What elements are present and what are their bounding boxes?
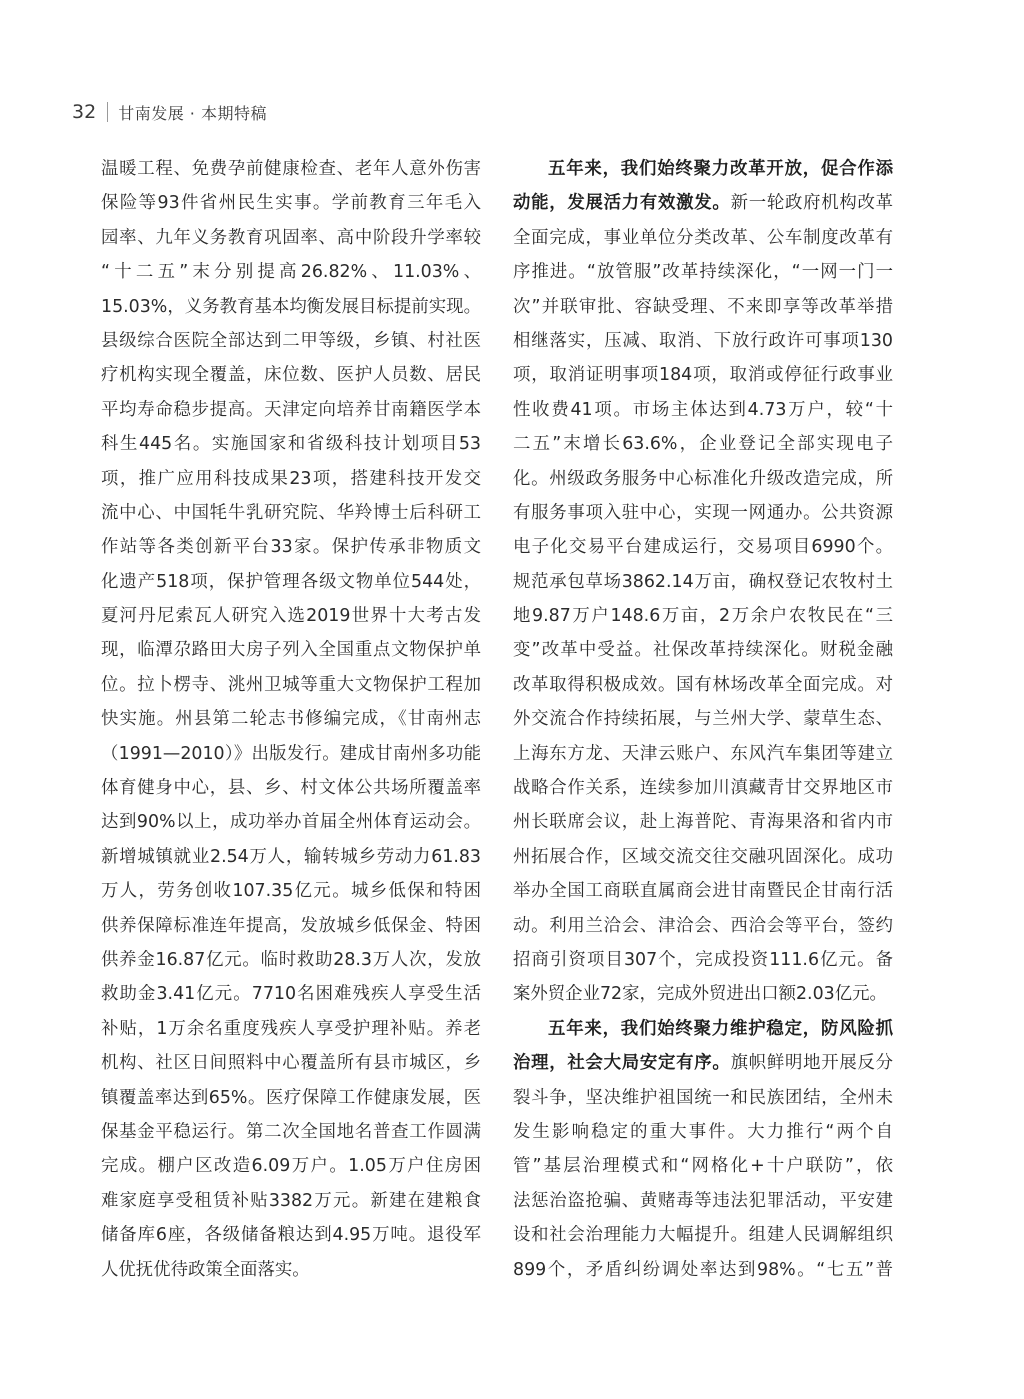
text-line bbox=[101, 1253, 481, 1287]
line-text: 15.03%，义务教育基本均衡发展目标提前实现。 bbox=[101, 296, 481, 317]
line-text: 州拓展合作，区域交流交往交融巩固深化。成功 bbox=[513, 846, 893, 867]
line-text: 科生445名。实施国家和省级科技计划项目53 bbox=[101, 434, 481, 455]
line-text: 温暖工程、免费孕前健康检查、老年人意外伤害 bbox=[101, 159, 481, 179]
line-text: 化遗产518项，保护管理各级文物单位544处， bbox=[101, 571, 481, 592]
line-text: 管”基层治理模式和“网格化+十户联防”，依 bbox=[513, 1156, 893, 1177]
text-line bbox=[513, 633, 893, 667]
header-divider bbox=[107, 102, 108, 122]
line-text: 补贴，1万余名重度残疾人享受护理补贴。养老 bbox=[101, 1018, 481, 1039]
text-line bbox=[513, 1115, 893, 1149]
line-text: 上海东方龙、天津云账户、东风汽车集团等建立 bbox=[513, 743, 893, 764]
line-text: 新一轮政府机构改革 bbox=[730, 193, 893, 214]
line-text: 难家庭享受租赁补贴3382万元。新建在建粮食 bbox=[101, 1190, 481, 1211]
section-title: 甘南发展 · 本期特稿 bbox=[118, 103, 267, 123]
text-line bbox=[513, 1253, 893, 1287]
line-text: 战略合作关系，连续参加川滇藏青甘交界地区市 bbox=[513, 778, 893, 799]
text-line bbox=[513, 599, 893, 633]
text-line bbox=[101, 668, 481, 702]
line-text: 动。利用兰洽会、津洽会、西洽会等平台，签约 bbox=[513, 915, 893, 936]
text-line bbox=[101, 1012, 481, 1046]
text-line bbox=[513, 1046, 893, 1080]
text-line bbox=[101, 186, 481, 220]
text-line bbox=[513, 1218, 893, 1252]
text-line bbox=[513, 186, 893, 220]
text-line bbox=[513, 255, 893, 289]
text-line bbox=[513, 393, 893, 427]
line-text: 改革取得积极成效。国有林场改革全面完成。对 bbox=[513, 674, 893, 695]
line-text: 项，推广应用科技成果23项，搭建科技开发交 bbox=[101, 468, 481, 489]
line-text: 保险等93件省州民生实事。学前教育三年毛入 bbox=[101, 193, 481, 214]
text-line bbox=[101, 290, 481, 324]
line-text: 外交流合作持续拓展，与兰州大学、蒙草生态、 bbox=[513, 709, 893, 730]
text-line bbox=[513, 840, 893, 874]
line-text: 夏河丹尼索瓦人研究入选2019世界十大考古发 bbox=[101, 606, 481, 627]
line-text: 体育健身中心，县、乡、村文体公共场所覆盖率 bbox=[101, 778, 481, 799]
left-text-column bbox=[101, 152, 481, 1287]
text-line bbox=[101, 633, 481, 667]
line-text: 有服务事项入驻中心，实现一网通办。公共资源 bbox=[513, 502, 893, 523]
line-text: 救助金3.41亿元。7710名困难残疾人享受生活 bbox=[101, 984, 481, 1005]
line-text: 储备库6座，各级储备粮达到4.95万吨。退役军 bbox=[101, 1225, 481, 1246]
bold-lead-text: 动能，发展活力有效激发。 bbox=[513, 193, 731, 214]
line-text: 规范承包草场3862.14万亩，确权登记农牧村土 bbox=[513, 571, 893, 592]
text-line bbox=[101, 462, 481, 496]
text-line bbox=[513, 977, 893, 1011]
text-line bbox=[101, 221, 481, 255]
text-line bbox=[101, 1081, 481, 1115]
line-text: 二五”末增长63.6%，企业登记全部实现电子 bbox=[513, 434, 893, 455]
running-header bbox=[72, 98, 267, 126]
text-line bbox=[513, 358, 893, 392]
line-text: 人优抚优待政策全面落实。 bbox=[101, 1259, 310, 1280]
text-line bbox=[513, 668, 893, 702]
line-text: 地9.87万户148.6万亩，2万余户农牧民在“三 bbox=[513, 606, 893, 627]
text-line bbox=[101, 1218, 481, 1252]
text-line bbox=[513, 427, 893, 461]
line-text: 供养金16.87亿元。临时救助28.3万人次，发放 bbox=[101, 949, 481, 970]
text-line bbox=[513, 1081, 893, 1115]
line-text: 疗机构实现全覆盖，床位数、医护人员数、居民 bbox=[101, 365, 481, 386]
line-text: 作站等各类创新平台33家。保护传承非物质文 bbox=[101, 537, 481, 558]
text-line bbox=[101, 496, 481, 530]
line-text: 案外贸企业72家，完成外贸进出口额2.03亿元。 bbox=[513, 984, 887, 1005]
line-text: 举办全国工商联直属商会进甘南暨民企甘南行活 bbox=[513, 881, 893, 902]
line-text: 电子化交易平台建成运行，交易项目6990个。 bbox=[513, 537, 893, 558]
line-text: 新增城镇就业2.54万人，输转城乡劳动力61.83 bbox=[101, 846, 481, 867]
text-line bbox=[101, 805, 481, 839]
text-line bbox=[513, 1012, 893, 1046]
right-text-column bbox=[513, 152, 893, 1287]
line-text: 机构、社区日间照料中心覆盖所有县市城区，乡 bbox=[101, 1053, 481, 1074]
line-text: 全面完成，事业单位分类改革、公车制度改革有 bbox=[513, 227, 893, 248]
text-line bbox=[101, 943, 481, 977]
line-text: 相继落实，压减、取消、下放行政许可事项130 bbox=[513, 330, 893, 351]
bold-lead-text: 五年来，我们始终聚力改革开放，促合作添 bbox=[548, 159, 893, 179]
line-text: 变”改革中受益。社保改革持续深化。财税金融 bbox=[513, 640, 893, 661]
text-line bbox=[101, 771, 481, 805]
bold-lead-text: 治理，社会大局安定有序。 bbox=[513, 1053, 731, 1074]
text-line bbox=[101, 1046, 481, 1080]
text-line bbox=[101, 909, 481, 943]
line-text: 完成。棚户区改造6.09万户。1.05万户住房困 bbox=[101, 1156, 481, 1177]
text-line bbox=[101, 1184, 481, 1218]
line-text: 快实施。州县第二轮志书修编完成，《甘南州志 bbox=[101, 709, 481, 730]
text-line bbox=[513, 1184, 893, 1218]
line-text: （1991—2010）》出版发行。建成甘南州多功能 bbox=[101, 743, 481, 764]
text-line bbox=[513, 221, 893, 255]
line-text: 州长联席会议，赴上海普陀、青海果洛和省内市 bbox=[513, 812, 893, 833]
line-text: 位。拉卜楞寺、洮州卫城等重大文物保护工程加 bbox=[101, 674, 481, 695]
text-line bbox=[513, 702, 893, 736]
text-line bbox=[101, 152, 481, 186]
bold-lead-text: 五年来，我们始终聚力维护稳定，防风险抓 bbox=[548, 1018, 893, 1039]
line-text: 达到90%以上，成功举办首届全州体育运动会。 bbox=[101, 812, 481, 833]
text-line bbox=[513, 324, 893, 358]
line-text: “十二五”末分别提高26.82%、11.03%、 bbox=[101, 262, 481, 283]
line-text: 法惩治盗抢骗、黄赌毒等违法犯罪活动，平安建 bbox=[513, 1190, 893, 1211]
text-line bbox=[101, 1149, 481, 1183]
text-line bbox=[101, 874, 481, 908]
text-line bbox=[101, 840, 481, 874]
text-line bbox=[101, 358, 481, 392]
text-line bbox=[101, 599, 481, 633]
text-line bbox=[101, 737, 481, 771]
text-line bbox=[513, 1149, 893, 1183]
line-text: 招商引资项目307个，完成投资111.6亿元。备 bbox=[513, 949, 893, 970]
line-text: 平均寿命稳步提高。天津定向培养甘南籍医学本 bbox=[101, 399, 481, 420]
text-line bbox=[101, 565, 481, 599]
text-line bbox=[101, 324, 481, 358]
line-text: 保基金平稳运行。第二次全国地名普查工作圆满 bbox=[101, 1121, 481, 1142]
text-line bbox=[101, 255, 481, 289]
page-number: 32 bbox=[72, 101, 97, 123]
text-line bbox=[513, 874, 893, 908]
text-line bbox=[513, 737, 893, 771]
text-line bbox=[513, 805, 893, 839]
text-line bbox=[101, 977, 481, 1011]
line-text: 899个，矛盾纠纷调处率达到98%。“七五”普 bbox=[513, 1259, 893, 1280]
text-line bbox=[101, 702, 481, 736]
text-line bbox=[101, 393, 481, 427]
line-text: 万人，劳务创收107.35亿元。城乡低保和特困 bbox=[101, 881, 481, 902]
text-line bbox=[513, 909, 893, 943]
text-line bbox=[513, 462, 893, 496]
line-text: 裂斗争，坚决维护祖国统一和民族团结，全州未 bbox=[513, 1087, 893, 1108]
line-text: 性收费41项。市场主体达到4.73万户，较“十 bbox=[513, 399, 893, 420]
text-line bbox=[513, 496, 893, 530]
line-text: 次”并联审批、容缺受理、不来即享等改革举措 bbox=[513, 296, 893, 317]
text-line bbox=[513, 290, 893, 324]
text-line bbox=[513, 565, 893, 599]
line-text: 设和社会治理能力大幅提升。组建人民调解组织 bbox=[513, 1225, 893, 1246]
line-text: 旗帜鲜明地开展反分 bbox=[730, 1053, 893, 1074]
line-text: 现，临潭尕路田大房子列入全国重点文物保护单 bbox=[101, 640, 481, 661]
line-text: 镇覆盖率达到65%。医疗保障工作健康发展，医 bbox=[101, 1087, 481, 1108]
line-text: 供养保障标准连年提高，发放城乡低保金、特困 bbox=[101, 915, 481, 936]
text-line bbox=[101, 530, 481, 564]
text-line bbox=[513, 152, 893, 186]
line-text: 园率、九年义务教育巩固率、高中阶段升学率较 bbox=[101, 227, 481, 248]
line-text: 流中心、中国牦牛乳研究院、华羚博士后科研工 bbox=[101, 502, 481, 523]
text-line bbox=[101, 427, 481, 461]
text-line bbox=[513, 530, 893, 564]
text-line bbox=[513, 943, 893, 977]
text-line bbox=[101, 1115, 481, 1149]
line-text: 序推进。“放管服”改革持续深化，“一网一门一 bbox=[513, 262, 893, 283]
text-line bbox=[513, 771, 893, 805]
line-text: 项，取消证明事项184项，取消或停征行政事业 bbox=[513, 365, 893, 386]
line-text: 化。州级政务服务中心标准化升级改造完成，所 bbox=[513, 468, 893, 489]
line-text: 县级综合医院全部达到二甲等级，乡镇、村社医 bbox=[101, 330, 481, 351]
line-text: 发生影响稳定的重大事件。大力推行“两个自 bbox=[513, 1121, 893, 1142]
